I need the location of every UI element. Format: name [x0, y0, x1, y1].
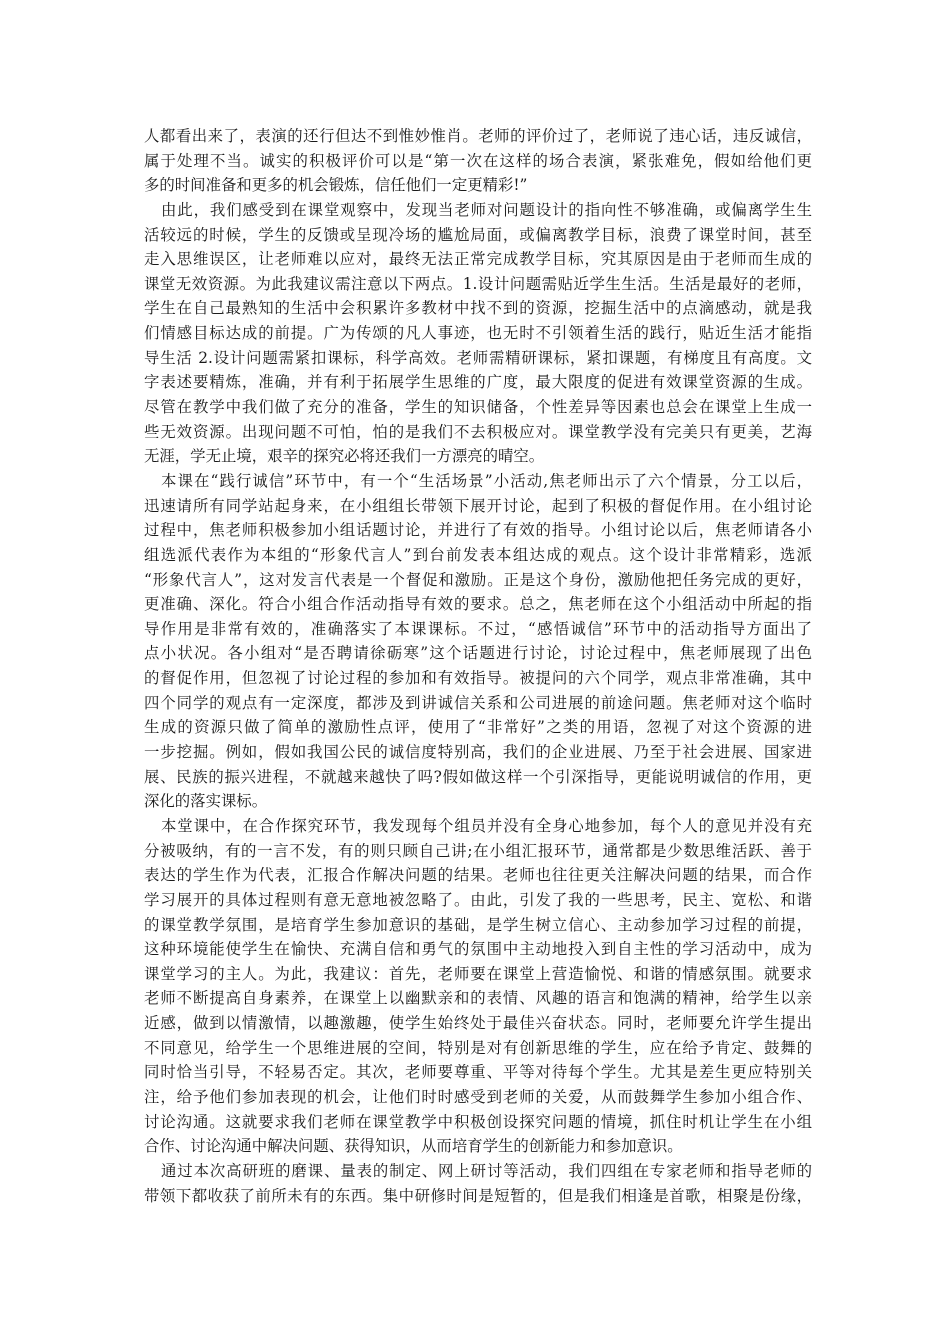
text-line: 点小状况。各小组对“是否聘请徐砺寒”这个话题进行讨论，讨论过程中，焦老师展现了出色 [144, 644, 812, 663]
text-line: 导作用是非常有效的，准确落实了本课课标。不过，“感悟诚信”环节中的活动指导方面出了 [144, 619, 812, 638]
text-line: “形象代言人”，这对发言代表是一个督促和激励。正是这个身份，激励他把任务完成的更好， [144, 570, 812, 589]
text-line: 展、民族的振兴进程，不就越来越快了吗?假如做这样一个引深指导，更能说明诚信的作用，更 [144, 767, 812, 786]
paragraph [144, 814, 812, 1159]
text-line: 字表述要精炼，准确，并有利于拓展学生思维的广度，最大限度的促进有效课堂资源的生成。 [144, 373, 812, 392]
text-line: 一步挖掘。例如，假如我国公民的诚信度特别高，我们的企业进展、乃至于社会进展、国家进 [144, 743, 812, 762]
text-line: 近感，做到以情激情，以趣激趣，使学生始终处于最佳兴奋状态。同时，老师要允许学生提出 [144, 1014, 812, 1033]
text-line: 导生活 2.设计问题需紧扣课标，科学高效。老师需精研课标，紧扣课题，有梯度且有高度。文 [144, 348, 812, 367]
text-line: 些无效资源。出现问题不可怕，怕的是我们不去积极应对。课堂教学没有完美只有更美，艺海 [144, 422, 812, 441]
text-line: 更准确、深化。符合小组合作活动指导有效的要求。总之，焦老师在这个小组活动中所起的指 [144, 595, 812, 614]
text-line: 多的时间准备和更多的机会锻炼，信任他们一定更精彩!” [144, 176, 528, 195]
text-line: 同时恰当引导，不轻易否定。其次，老师要尊重、平等对待每个学生。尤其是差生更应特别关 [144, 1063, 812, 1082]
paragraph [144, 198, 812, 469]
text-line: 注，给予他们参加表现的机会，让他们时时感受到老师的关爱，从而鼓舞学生参加小组合作、 [144, 1087, 812, 1106]
text-line: 这种环境能使学生在愉快、充满自信和勇气的氛围中主动地投入到自主性的学习活动中，成为 [144, 940, 812, 959]
text-line: 本堂课中，在合作探究环节，我发现每个组员并没有全身心地参加，每个人的意见并没有充 [161, 816, 812, 835]
text-line: 课堂无效资源。为此我建议需注意以下两点。1.设计问题需贴近学生生活。生活是最好的老师， [144, 274, 812, 293]
text-line: 表达的学生作为代表，汇报合作解决问题的结果。老师也往往更关注解决问题的结果，而合作 [144, 866, 812, 885]
paragraph [144, 124, 812, 198]
text-line: 不同意见，给学生一个思维进展的空间，特别是对有创新思维的学生，应在给予肯定、鼓舞的 [144, 1038, 812, 1057]
text-line: 学习展开的具体过程则有意无意地被忽略了。由此，引发了我的一些思考，民主、宽松、和谐 [144, 890, 812, 909]
text-line: 分被吸纳，有的一言不发，有的则只顾自己讲;在小组汇报环节，通常都是少数思维活跃、善于 [144, 841, 812, 860]
document-page [144, 124, 812, 1208]
text-line: 合作、讨论沟通中解决问题、获得知识，从而培育学生的创新能力和参加意识。 [144, 1137, 683, 1156]
text-line: 过程中，焦老师积极参加小组话题讨论，并进行了有效的指导。小组讨论以后，焦老师请各小 [144, 521, 812, 540]
text-line: 活较远的时候，学生的反馈或呈现冷场的尴尬局面，或偏离教学目标，浪费了课堂时间，甚至 [144, 225, 812, 244]
text-line: 本课在“践行诚信”环节中，有一个“生活场景”小活动,焦老师出示了六个情景，分工以后， [161, 471, 812, 490]
text-line: 讨论沟通。这就要求我们老师在课堂教学中积极创设探究问题的情境，抓住时机让学生在小组 [144, 1112, 812, 1131]
text-line: 深化的落实课标。 [144, 792, 268, 811]
text-line: 人都看出来了，表演的还行但达不到惟妙惟肖。老师的评价过了，老师说了违心话，违反诚信， [144, 127, 812, 145]
text-line: 属于处理不当。诚实的积极评价可以是“第一次在这样的场合表演，紧张难免，假如给他们更 [144, 151, 812, 170]
paragraph [144, 469, 812, 814]
text-line: 通过本次高研班的磨课、量表的制定、网上研讨等活动，我们四组在专家老师和指导老师的 [161, 1161, 812, 1180]
text-line: 组选派代表作为本组的“形象代言人”到台前发表本组达成的观点。这个设计非常精彩，选派 [144, 545, 812, 564]
text-line: 四个同学的观点有一定深度，都涉及到讲诚信关系和公司进展的前途问题。焦老师对这个临时 [144, 693, 812, 712]
text-line: 由此，我们感受到在课堂观察中，发现当老师对问题设计的指向性不够准确，或偏离学生生 [161, 200, 812, 219]
text-line: 走入思维误区，让老师难以应对，最终无法正常完成教学目标，究其原因是由于老师而生成的 [144, 250, 812, 269]
text-line: 迅速请所有同学站起身来，在小组组长带领下展开讨论，起到了积极的督促作用。在小组讨论 [144, 496, 812, 515]
text-line: 的督促作用，但忽视了讨论过程的参加和有效指导。被提问的六个同学，观点非常准确，其中 [144, 669, 812, 688]
text-line: 课堂学习的主人。为此，我建议：首先，老师要在课堂上营造愉悦、和谐的情感氛围。就要求 [144, 964, 812, 983]
text-line: 带领下都收获了前所未有的东西。集中研修时间是短暂的，但是我们相逢是首歌，相聚是份缘， [144, 1186, 812, 1205]
text-line: 生成的资源只做了简单的激励性点评，使用了“非常好”之类的用语，忽视了对这个资源的进 [144, 718, 812, 737]
text-line: 尽管在教学中我们做了充分的准备，学生的知识储备，个性差异等因素也总会在课堂上生成一 [144, 398, 812, 417]
text-line: 学生在自己最熟知的生活中会积累许多教材中找不到的资源，挖掘生活中的点滴感动，就是我 [144, 299, 812, 318]
text-line: 老师不断提高自身素养，在课堂上以幽默亲和的表情、风趣的语言和饱满的精神，给学生以亲 [144, 989, 812, 1008]
text-line: 们情感目标达成的前提。广为传颂的凡人事迹，也无时不引领着生活的践行，贴近生活才能指 [144, 324, 812, 343]
text-line: 无涯，学无止境，艰辛的探究必将还我们一方漂亮的晴空。 [144, 447, 545, 466]
paragraph [144, 1159, 812, 1208]
text-line: 的课堂教学氛围，是培育学生参加意识的基础，是学生树立信心、主动参加学习过程的前提， [144, 915, 812, 934]
